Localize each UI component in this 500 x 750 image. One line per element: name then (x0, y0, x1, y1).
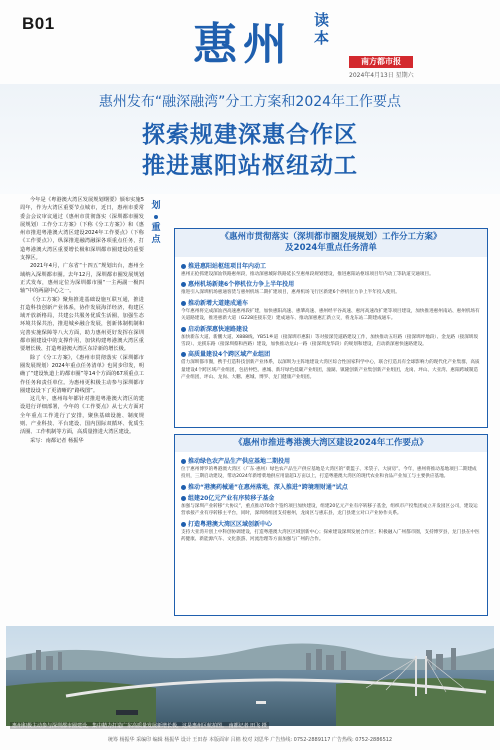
side-label (150, 200, 162, 246)
subhead: 惠州发布“融深融湾”分工方案和2024年工作要点 (98, 94, 402, 110)
side-label-char: 重 (151, 223, 161, 233)
section-text: 惠州正抢抓建设深汕铁路惠州段，推动深惠城际铁路延长至惠州段规划建设，推进惠阳站枢纽项目年内动工等轨道交通项目。 (181, 272, 434, 277)
section-title: 打造粤港澳大湾区区域创新中心 (181, 520, 481, 529)
section-title: 组建20亿元产业有序转移子基金 (181, 494, 481, 503)
bullet-icon (181, 459, 186, 464)
section-text: 加强与深圳产业转移“大协议”，重点推动70余个签约项目加快建设，组建20亿元产业有序转移子基金，组织市产投集团成立开发园区公司，建设运营承接产业有序转移主平台，同时，深圳将组团支持惠州，龙岗区与惠东县，龙门县建立对口产业协作关系。 (181, 503, 478, 517)
section-text: 支持大亚湾开创上中科创协调建设，打造粤港澳大湾区区域创新中心；探索建设深圳发展合作区；积极融入广州都市圈，支持博罗县，龙门县在中医药健康、新能源汽车、文化旅游、河流治理等方面加强与广州的合作。 (181, 529, 480, 543)
box-title-line: 《惠州市贯彻落实（深圳都市圈发展规划）工作分工方案》 (220, 232, 442, 242)
side-label-dot (154, 215, 158, 219)
side-label-char: 划 (151, 201, 161, 211)
section-text: 位于惠州博罗的粤港澳大湾区（广东·惠州）绿色农产品生产供应基地是大湾区的“菜篮子、米袋子、大厨房”。今年，惠州将推动基地项目二期建成投用，三期启动建设，带动2024年新增菜地供应用量超1万亩以上，打造粤港澳大湾区的现代农业和食品产业加工与主要供应基地。 (181, 467, 477, 480)
side-label-char: 点 (151, 235, 161, 245)
section-text: 借力深圳都市圈，携手打造科技创新产业体系，以深圳为主阵地建设大湾区综合性国家科学中心，联合打造具有全球影响力的现代化产业集群，高质量建设4个跨区域产业组团，包括仲恺、惠城、新圩绿色低碳产业组团，潼湖、镇隆创新产业集创新产业组团，龙岗、坪山、大亚湾、惠阳跨城制造产业组团，坪山、龙岗、大鹏、惠城、博罗、龙门健康产业组团。 (181, 360, 480, 381)
newspaper-logo: 南方都市报 (349, 56, 413, 68)
section-text: 今年惠州将完成深汕西高速惠州段扩建，加快惠阳高速、惠肇高速、惠州经平谷高速、惠河高速改扩建等项目建设，加快推进惠州南站、惠州机场有关道路建设，推进惠新大道（G228连接东莞）建成通车、推动深惠惠汇新立交，将龙东站二期建成通车。 (181, 308, 480, 322)
bullet-icon (181, 282, 186, 287)
bullet-icon (181, 496, 186, 501)
masthead-reader: 读本 (314, 11, 330, 47)
photo-caption: 惠州积极主动参与深圳都市圈建设，集中精力打造广东高质量发展新增长极，这是惠州区航拍图。 南都记者 田飞 摄 (12, 723, 267, 729)
masthead-title: 惠州 (193, 19, 293, 70)
section-text: 加快新东大道、新鹏大道、X888线、YB51乡道（接深圳市惠阳）等对接深莞道路建设工作，加快推动五旺路（接深圳坪地段）、金龙路（接深圳坂雪段）、龙援东路（接深圳蔡和西路）建设，加快推动龙山一路（接深圳龙华段）的规划和建设，启动新深惠快速路建设。 (181, 334, 479, 348)
body-paragraph: 今年是《粤港澳大湾区发展规划纲要》颁布实施5周年，作为大湾区重要节点城市，近日，惠州市委常委会会议审议通过《惠州市贯彻落实（深圳都市圈发展规划）工作分工方案》（下称《分工方案》）和《惠州市推进粤港澳大湾区建设2024年工作要点》（下称《工作要点》），纵深推进融湾融深各项重点任务，打造粤港澳大湾区重要增长极和深圳都市圈建设的重要支撑区。 (20, 197, 144, 262)
section-text: 推进引入深圳机场惠通客货与惠州机场二期扩建项目，惠州机场飞行区新建6个停机位力争上半年投入使用。 (181, 290, 400, 296)
section-title: 推动新增大道建成通车 (181, 299, 481, 308)
reporter-byline: 采写：南都记者 杨振华 (30, 437, 84, 444)
bullet-icon (181, 264, 186, 269)
section-title: 推动“港澳药械通”在惠州落地，深入推进“跨境理财通”试点 (181, 483, 481, 492)
work-points-box (174, 434, 488, 616)
aerial-photo-image (6, 626, 494, 726)
bullet-icon (181, 522, 186, 527)
article-body (20, 196, 144, 621)
body-paragraph: 除了《分工方案》，《惠州市贯彻落实（深圳都市圈发展规划）2024年重点任务清单》也同步印发，明确了“建设轨道上的都市圈”等14个方面的67项重点工作任务和责任单位。为惠州更积极主动参与深圳都市圈建设设下了更清晰的“路线图”。 (20, 354, 144, 394)
box-title-line: 及2024年重点任务清单 (285, 243, 377, 253)
issue-date: 2024年4月13日 星期六 (349, 72, 414, 79)
section-title: 惠州机场新建6个停机位力争上半年投用 (181, 280, 481, 289)
bullet-icon (181, 485, 186, 490)
section-title: 启动新深惠快速路建设 (181, 325, 481, 334)
bullet-icon (181, 301, 186, 306)
work-points-box-title: 《惠州市推进粤港澳大湾区建设2024年工作要点》 (175, 435, 487, 452)
bullet-icon (181, 352, 186, 357)
headline-line-1: 探索规建深惠合作区 (142, 122, 358, 148)
aerial-photo (6, 626, 494, 726)
headline-line-2: 推进惠阳站枢纽动工 (142, 153, 358, 179)
bullet-icon (181, 327, 186, 332)
work-points-box-body (175, 452, 487, 546)
body-paragraph: 这几年，惠州每年都针对推进粤港澳大湾区的建设进行详细部署，今年的《工作要点》从七大方面对全年重点工作进行了安排，聚焦基础设施、制度规则、产业科技、平台建设、国内国际双循环、优质生活圈、工作机制等方面，高质量推进大湾区建设。 (20, 396, 144, 436)
section-title: 推动绿色农产品生产供应基地二期投用 (181, 457, 481, 466)
section-title: 推进惠阳站枢纽项目年内动工 (181, 262, 481, 271)
section-title: 高质量建设4个跨区域产业组团 (181, 350, 481, 359)
body-paragraph: 《分工方案》聚焦推进基础设施互联互通，推进打造科技创新产业体系，协作发展海洋经济，构建区域开放新格局，共建公共服务优质生活圈，加强生态环境共保共治，推进城乡融合发展，创新体制机制和完善实施保障等八大方面，助力惠州更好发挥在深圳都市圈建设中的支撑作用，加快构建粤港澳大湾区重要增长极、打造粤港澳大湾区东岸新的增长极。 (20, 296, 144, 353)
task-list-box-title (175, 229, 487, 257)
body-paragraph: 2021年4月，广东省“十四五”规划出台，惠州全域纳入深圳都市圈。去年12月，深圳都市圈发展规划正式发布，惠州定位为深圳都市圈“一主两副一极四轴”中的两副中心之一。 (20, 263, 144, 295)
task-list-box (174, 228, 488, 428)
page-footer: 统筹 杨振华 采编印 编辑 杨振华 设计 王田春 本版面审 吕棉 校对 刘思华 广告热线: 0752-2889117 广告热线: 0752-2886512 (107, 737, 393, 743)
edition-number: B01 (22, 14, 55, 33)
task-list-box-body (175, 257, 487, 385)
